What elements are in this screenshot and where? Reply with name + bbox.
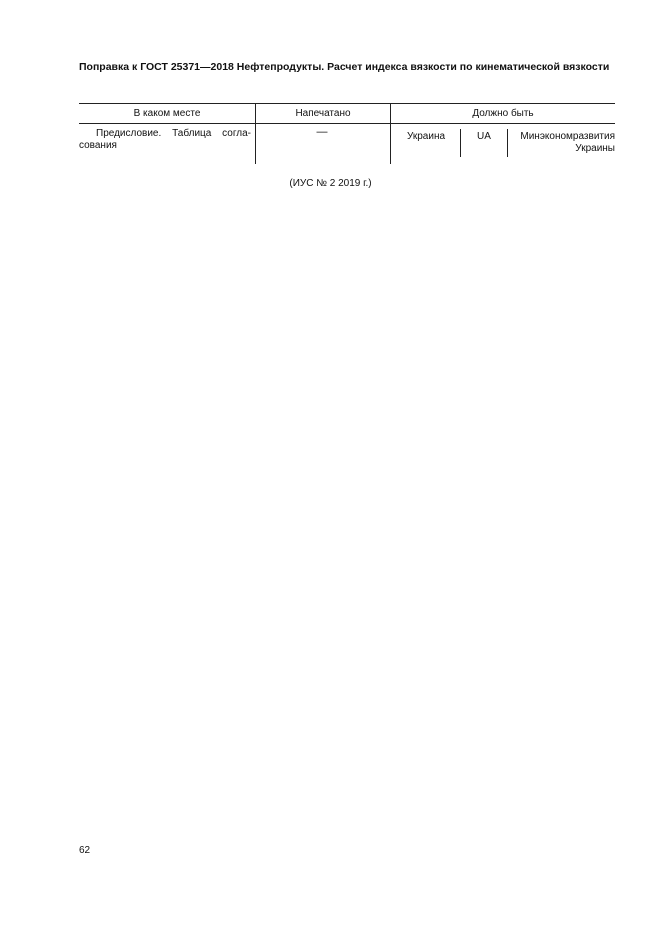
page-number: 62 <box>79 845 91 856</box>
header-printed: Напечатано <box>295 107 351 119</box>
cell-country: Украина <box>406 131 446 142</box>
cell-organization: Минэкономразвития Украины <box>520 131 615 154</box>
document-title: Поправка к ГОСТ 25371—2018 Нефтепродукты. Расчет индекса вязкости по кинематической вязкости <box>79 61 610 73</box>
table-row <box>79 124 615 166</box>
source-note: (ИУС № 2 2019 г.) <box>289 178 372 189</box>
header-should-be: Должно быть <box>472 107 534 119</box>
cell-printed: — <box>316 126 328 138</box>
corrections-table <box>79 103 615 166</box>
table-header-row <box>79 103 615 124</box>
cell-country-code: UA <box>477 131 491 142</box>
header-where: В каком месте <box>133 107 201 119</box>
cell-where: Предисловие. Таблица согла-сования <box>79 128 251 151</box>
column-divider <box>390 124 391 164</box>
